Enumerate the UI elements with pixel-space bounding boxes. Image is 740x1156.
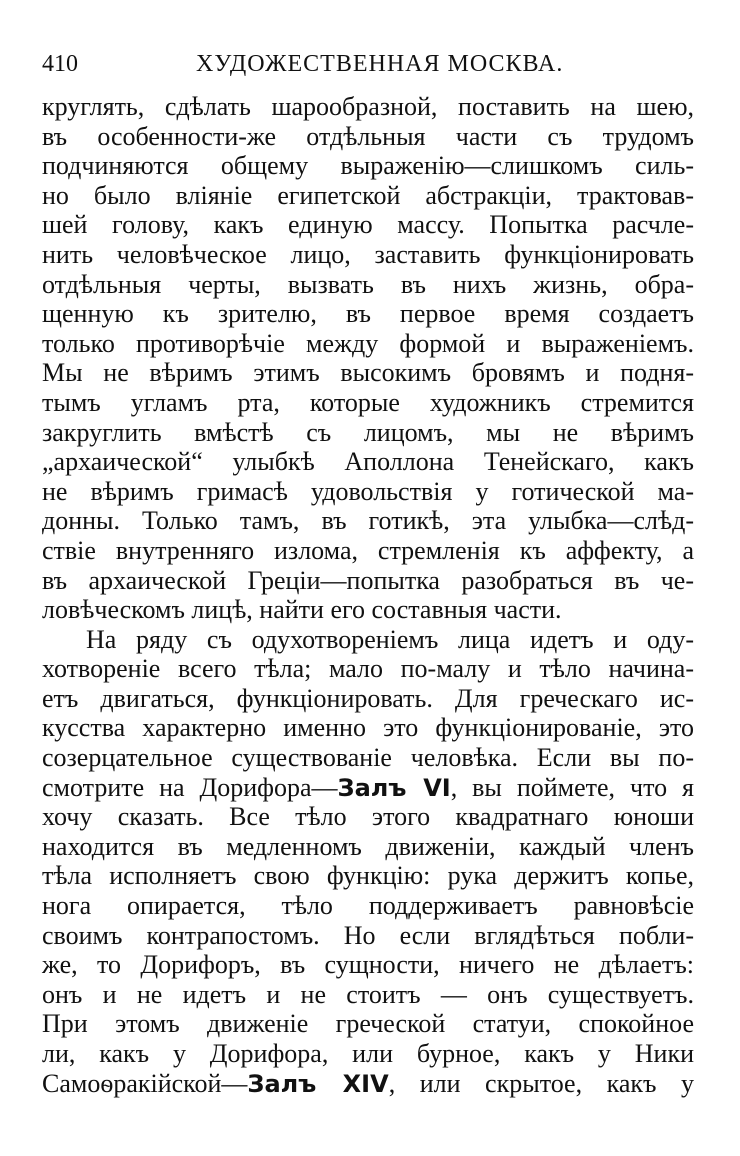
text-line: На ряду съ одухотвореніемъ лица идетъ и оду- [86, 624, 694, 654]
text-line: ствіе внутренняго излома, стремленія къ аффекту, а [42, 535, 694, 565]
text-span: Самоѳракійской— [42, 1068, 248, 1098]
text-line: нога опирается, тѣло поддерживаетъ равновѣсіе [42, 891, 694, 921]
text-line: круглять, сдѣлать шарообразной, поставить на шею, [42, 92, 694, 121]
text-line: въ архаической Греціи—попытка разобраться въ че- [42, 565, 694, 595]
text-line: но было вліяніе египетской абстракціи, трактовав- [42, 180, 694, 210]
text-line: шей голову, какъ единую массу. Попытка расчле- [42, 210, 694, 240]
page-header [42, 44, 692, 84]
paragraph-2 [42, 625, 694, 1099]
paragraph-1 [42, 92, 694, 625]
text-line: онъ и не идетъ и не стоитъ — онъ существуетъ. [42, 979, 694, 1009]
text-line: тѣла исполняетъ свою функцію: рука держитъ копье, [42, 861, 694, 891]
text-line: въ особенности-же отдѣльныя части съ трудомъ [42, 121, 694, 151]
text-line: своимъ контрапостомъ. Но если вглядѣться побли- [42, 920, 694, 950]
text-line: отдѣльныя черты, вызвать въ нихъ жизнь, обра- [42, 269, 694, 299]
text-line [42, 1069, 694, 1099]
text-span: , вы поймете, что я [450, 772, 695, 802]
text-line: хочу сказать. Все тѣло этого квадратнаго юноши [42, 802, 694, 832]
text-line: находится въ медленномъ движеніи, каждый членъ [42, 831, 694, 861]
text-line: только противорѣчіе между формой и выраженіемъ. [42, 328, 694, 358]
text-line: щенную къ зрителю, въ первое время создаетъ [42, 299, 694, 329]
text-line: нить человѣческое лицо, заставить функціонировать [42, 239, 694, 269]
text-line: Мы не вѣримъ этимъ высокимъ бровямъ и подня- [42, 358, 694, 388]
body-text [42, 92, 694, 1098]
hall-reference: Залъ XIV [247, 1069, 389, 1098]
text-line [42, 773, 694, 803]
text-line: созерцательное существованіе человѣка. Если вы по- [42, 743, 694, 773]
text-line: закруглить вмѣстѣ съ лицомъ, мы не вѣримъ [42, 417, 694, 447]
text-line: При этомъ движеніе греческой статуи, спокойное [42, 1009, 694, 1039]
text-line: тымъ угламъ рта, которые художникъ стремится [42, 387, 694, 417]
text-line: кусства характерно именно это функціонированіе, это [42, 713, 694, 743]
page-number: 410 [42, 51, 78, 77]
text-line: же, то Дорифоръ, въ сущности, ничего не дѣлаетъ: [42, 950, 694, 980]
text-line: хотвореніе всего тѣла; мало по-малу и тѣло начина- [42, 654, 694, 684]
text-span: смотрите на Дорифора— [42, 772, 338, 802]
running-title: ХУДОЖЕСТВЕННАЯ МОСКВА. [196, 51, 564, 77]
text-line: подчиняются общему выраженію—слишкомъ силь- [42, 151, 694, 181]
hall-reference: Залъ VI [337, 773, 451, 802]
text-line: не вѣримъ гримасѣ удовольствія у готической ма- [42, 476, 694, 506]
text-span: , или скрытое, какъ у [388, 1068, 694, 1098]
text-line: ли, какъ у Дорифора, или бурное, какъ у Ники [42, 1039, 694, 1068]
text-line: донны. Только тамъ, въ готикѣ, эта улыбка—слѣд- [42, 506, 694, 536]
text-line: „архаической“ улыбкѣ Аполлона Тенейскаго, какъ [42, 447, 694, 477]
text-line: ловѣческомъ лицѣ, найти его составныя части. [42, 595, 562, 625]
text-line: етъ двигаться, функціонировать. Для греческаго ис- [42, 683, 694, 713]
